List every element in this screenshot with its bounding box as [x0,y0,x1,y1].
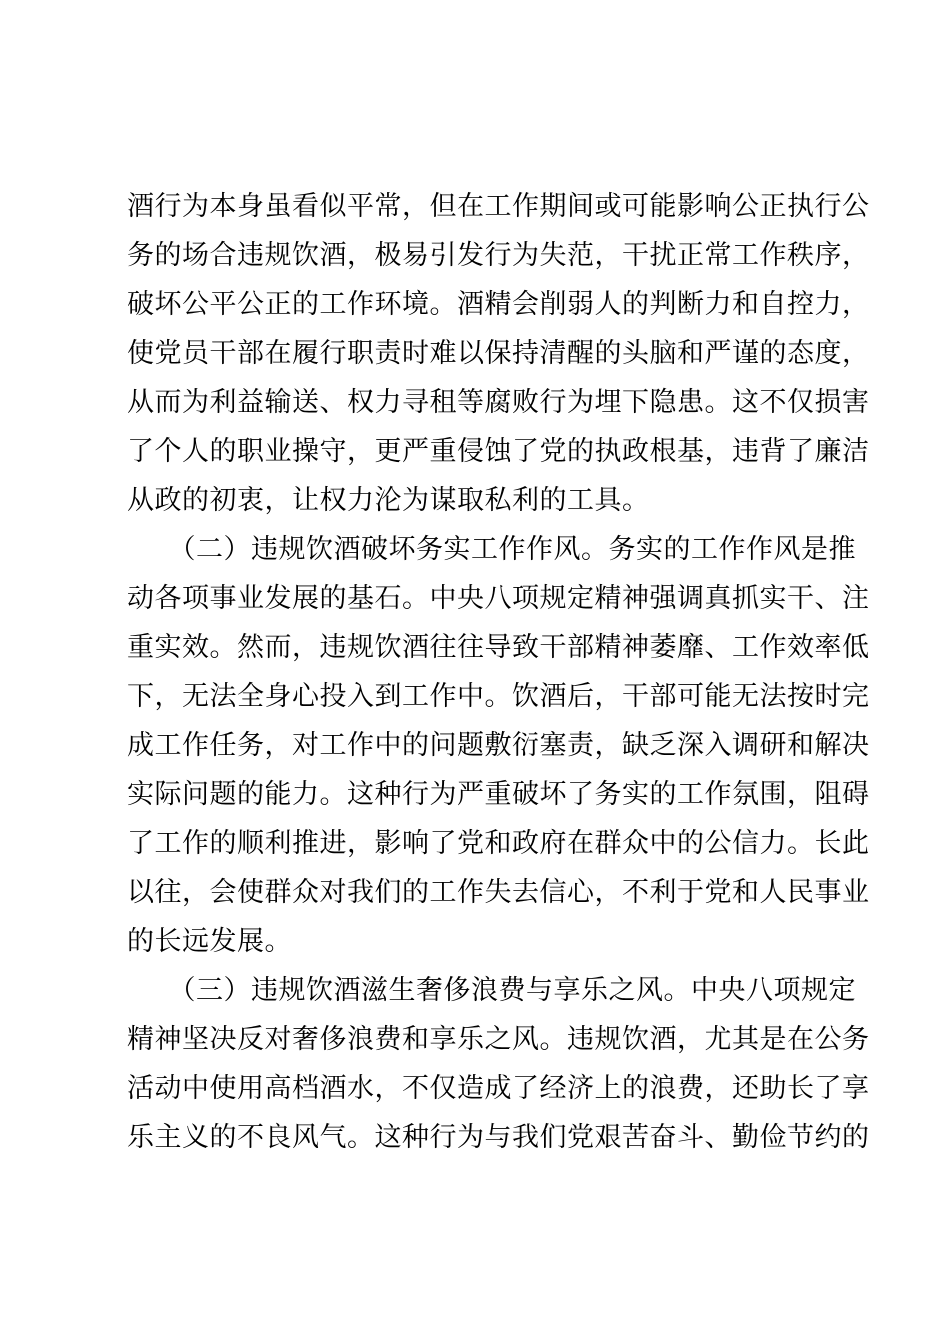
text-line: 务的场合违规饮酒，极易引发行为失范，干扰正常工作秩序， [127,240,870,271]
document-body [127,182,870,1162]
text-line: 从政的初衷，让权力沦为谋取私利的工具。 [127,485,650,516]
text-line: 了个人的职业操守，更严重侵蚀了党的执政根基，违背了廉洁 [127,436,870,467]
text-line: 了工作的顺利推进，影响了党和政府在群众中的公信力。长此 [127,828,870,859]
text-line: 从而为利益输送、权力寻租等腐败行为埋下隐患。这不仅损害 [127,387,870,418]
text-line: 以往，会使群众对我们的工作失去信心，不利于党和人民事业 [127,877,870,908]
text-line: 酒行为本身虽看似平常，但在工作期间或可能影响公正执行公 [127,191,870,222]
text-line: 成工作任务，对工作中的问题敷衍塞责，缺乏深入调研和解决 [127,730,870,761]
text-line: 使党员干部在履行职责时难以保持清醒的头脑和严谨的态度， [127,338,870,369]
text-line: 活动中使用高档酒水，不仅造成了经济上的浪费，还助长了享 [127,1073,870,1104]
section-heading-line: （三）违规饮酒滋生奢侈浪费与享乐之风。中央八项规定 [127,975,856,1006]
text-line: 破坏公平公正的工作环境。酒精会削弱人的判断力和自控力， [127,289,870,320]
text-line: 乐主义的不良风气。这种行为与我们党艰苦奋斗、勤俭节约的 [127,1122,870,1153]
text-line: 精神坚决反对奢侈浪费和享乐之风。违规饮酒，尤其是在公务 [127,1024,870,1055]
section-heading-line: （二）违规饮酒破坏务实工作作风。务实的工作作风是推 [127,534,856,565]
text-line: 重实效。然而，违规饮酒往往导致干部精神萎靡、工作效率低 [127,632,870,663]
text-line: 的长远发展。 [127,926,292,957]
text-line: 实际问题的能力。这种行为严重破坏了务实的工作氛围，阻碍 [127,779,870,810]
text-line: 动各项事业发展的基石。中央八项规定精神强调真抓实干、注 [127,583,870,614]
text-line: 下，无法全身心投入到工作中。饮酒后，干部可能无法按时完 [127,681,870,712]
